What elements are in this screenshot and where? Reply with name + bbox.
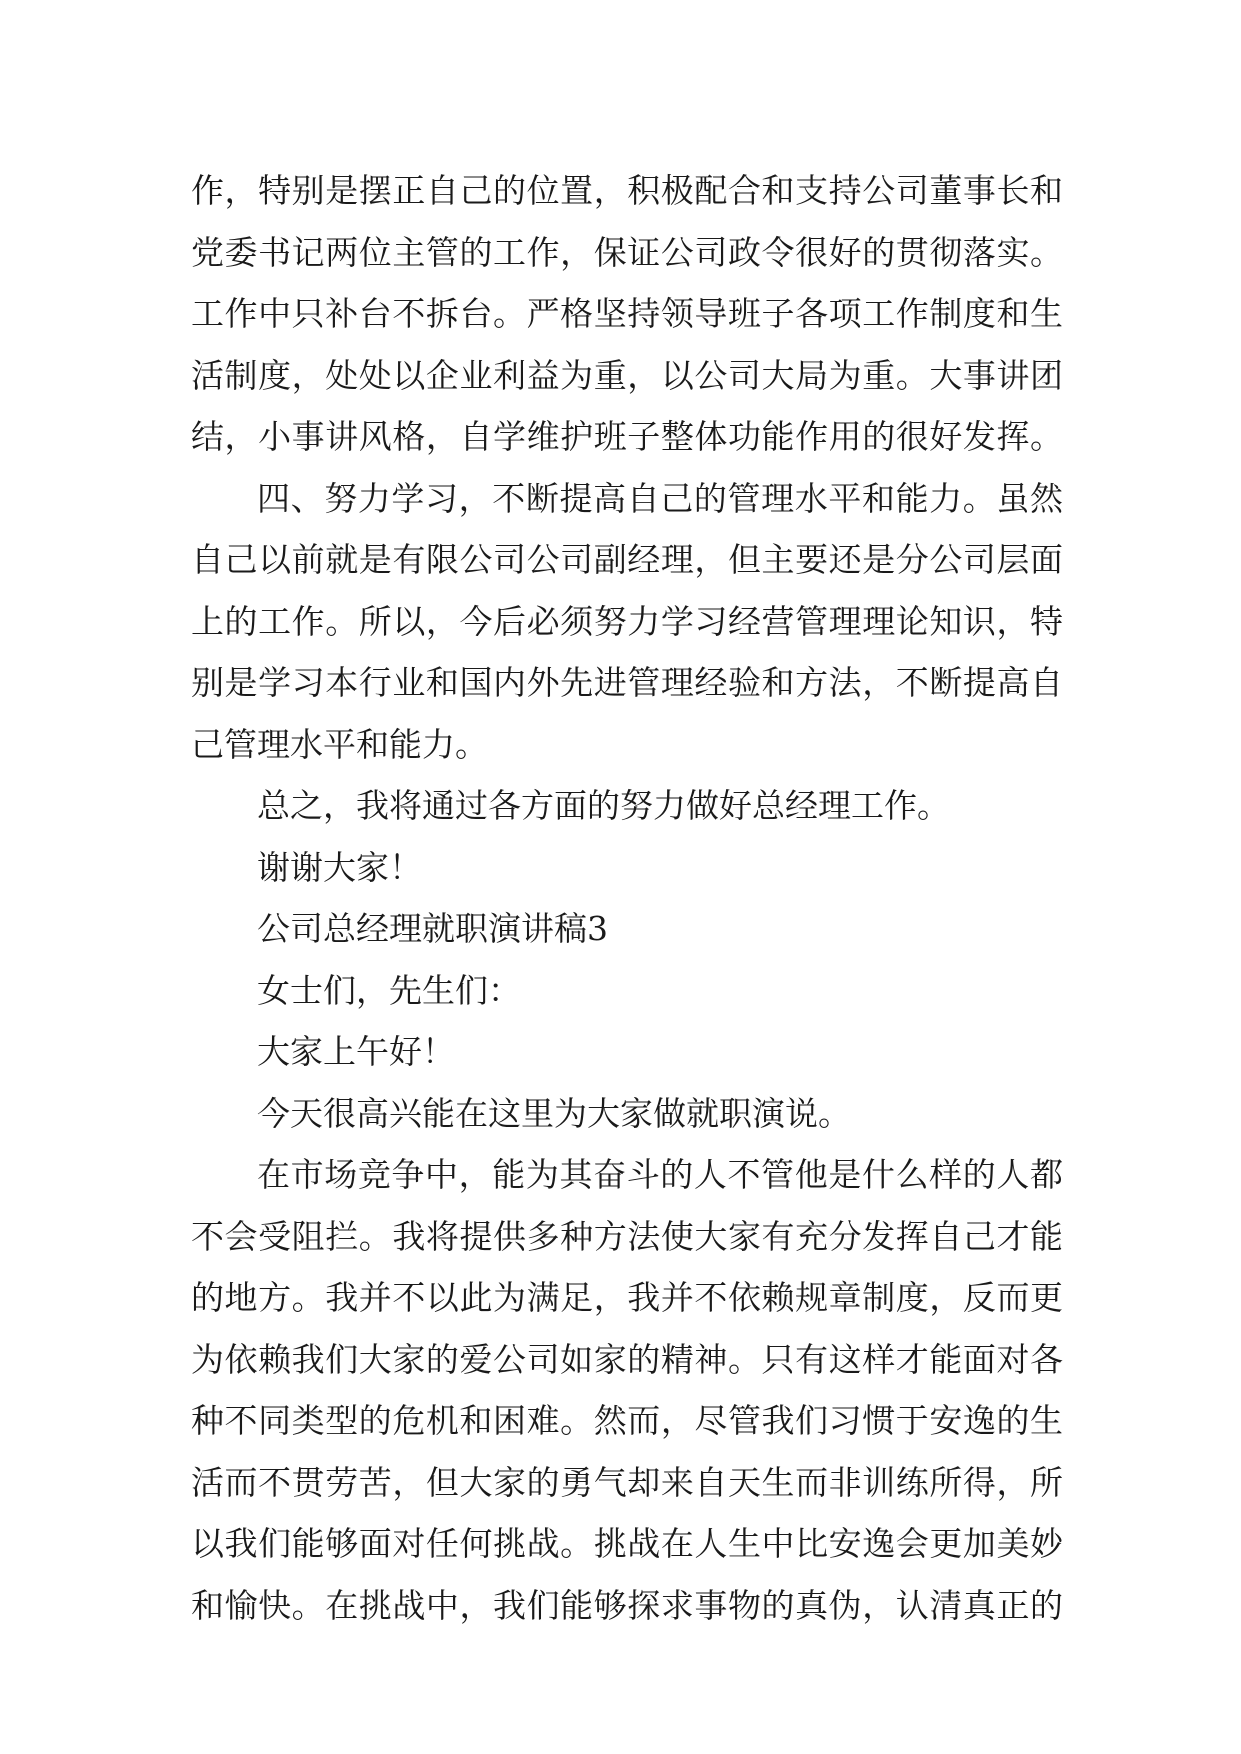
body-text: [191, 160, 1063, 1636]
text-line: 上的工作。所以，今后必须努力学习经营管理理论知识，特: [191, 601, 1063, 641]
text-line: 种不同类型的危机和困难。然而，尽管我们习惯于安逸的生: [191, 1401, 1063, 1440]
paragraph-first-line: 四、努力学习，不断提高自己的管理水平和能力。虽然: [257, 478, 1063, 518]
salutation: 女士们，先生们：: [257, 970, 521, 1010]
paragraph-first-line: 今天很高兴能在这里为大家做就职演说。: [257, 1093, 851, 1133]
text-line: 己管理水平和能力。: [191, 724, 488, 764]
section-heading: 公司总经理就职演讲稿3: [257, 909, 608, 948]
paragraph-first-line: 在市场竞争中，能为其奋斗的人不管他是什么样的人都: [257, 1155, 1063, 1194]
text-line: 为依赖我们大家的爱公司如家的精神。只有这样才能面对各: [191, 1339, 1063, 1379]
paragraph-first-line: 总之，我将通过各方面的努力做好总经理工作。: [257, 786, 950, 825]
paragraph-first-line: 谢谢大家！: [257, 847, 422, 887]
text-line: 别是学习本行业和国内外先进管理经验和方法，不断提高自: [191, 663, 1063, 702]
text-line: 的地方。我并不以此为满足，我并不依赖规章制度，反而更: [191, 1278, 1063, 1317]
text-line: 和愉快。在挑战中，我们能够探求事物的真伪，认清真正的: [191, 1585, 1063, 1625]
text-line: 结，小事讲风格，自学维护班子整体功能作用的很好发挥。: [191, 417, 1063, 456]
text-line: 作，特别是摆正自己的位置，积极配合和支持公司董事长和: [191, 171, 1063, 210]
text-line: 活而不贯劳苦，但大家的勇气却来自天生而非训练所得，所: [191, 1462, 1063, 1502]
text-line: 以我们能够面对任何挑战。挑战在人生中比安逸会更加美妙: [191, 1524, 1063, 1563]
text-line: 党委书记两位主管的工作，保证公司政令很好的贯彻落实。: [191, 232, 1063, 272]
text-line: 工作中只补台不拆台。严格坚持领导班子各项工作制度和生: [191, 294, 1063, 333]
text-line: 不会受阻拦。我将提供多种方法使大家有充分发挥自己才能: [191, 1216, 1063, 1256]
text-line: 自己以前就是有限公司公司副经理，但主要还是分公司层面: [191, 540, 1063, 579]
text-line: 活制度，处处以企业利益为重，以公司大局为重。大事讲团: [191, 355, 1063, 395]
greeting: 大家上午好！: [257, 1032, 455, 1071]
